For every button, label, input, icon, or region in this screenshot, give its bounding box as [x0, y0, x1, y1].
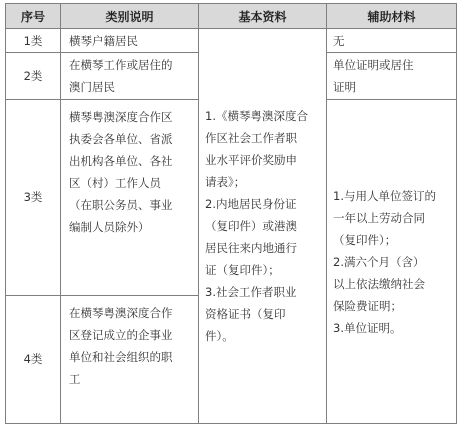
basic-line-6: （复印件）或港澳 [205, 219, 297, 233]
basic-line-7: 居民往来内地通行 [205, 241, 297, 255]
basic-line-10: 资格证书（复印 [205, 307, 286, 321]
header-category: 类别说明 [61, 4, 199, 29]
row-2-seq: 2类 [6, 53, 61, 100]
row-4-seq: 4类 [6, 295, 61, 423]
row-2-category [61, 53, 199, 100]
row-3-seq: 3类 [6, 100, 61, 295]
row-2-category-line-2: 澳门居民 [69, 80, 115, 95]
row-4-category [61, 295, 199, 423]
basic-line-3: 业水平评价奖励申 [205, 153, 297, 167]
row-1-seq: 1类 [6, 29, 61, 53]
basic-line-9: 3.社会工作者职业 [205, 285, 297, 299]
row-3-category-line-2: 执委会各单位、省派 [69, 132, 173, 147]
row-2-aux-line-1: 单位证明或居住 [333, 58, 414, 73]
row-3-category [61, 100, 199, 295]
aux-line-2: 一年以上劳动合同 [333, 210, 425, 225]
header-basic: 基本资料 [199, 4, 327, 29]
basic-line-11: 件）。 [205, 329, 234, 343]
aux-line-4: 2.满六个月（含） [333, 254, 425, 269]
document-table-wrapper [5, 3, 456, 424]
row-2-aux [327, 53, 457, 100]
row-1-aux [327, 29, 457, 53]
row-1-aux-line: 无 [333, 33, 345, 48]
header-aux: 辅助材料 [327, 4, 457, 29]
table-header-row [6, 4, 457, 29]
aux-line-6: 保险费证明； [333, 298, 402, 313]
basic-line-5: 2.内地居民身份证 [205, 197, 297, 211]
aux-line-5: 以上依法缴纳社会 [333, 276, 425, 291]
aux-materials-cell-3-4 [327, 100, 457, 424]
row-1-category [61, 29, 199, 53]
basic-line-4: 请表》； [205, 175, 246, 189]
row-3-category-line-1: 横琴粤澳深度合作区 [69, 110, 173, 125]
row-3-category-line-5: （在职公务员、事业 [69, 198, 173, 213]
row-4-category-line-3: 单位和社会组织的职 [69, 349, 173, 364]
basic-line-8: 证（复印件）； [205, 263, 280, 277]
row-4-category-line-1: 在横琴粤澳深度合作 [69, 305, 173, 320]
qualification-table [5, 3, 457, 424]
row-3-category-line-4: 区（村）工作人员 [69, 176, 161, 191]
basic-materials-cell [199, 29, 327, 424]
table-row-1 [6, 29, 457, 53]
row-2-aux-line-2: 证明 [333, 80, 356, 95]
row-2-category-line-1: 在横琴工作或居住的 [69, 58, 173, 73]
aux-line-3: （复印件）； [333, 232, 397, 247]
aux-line-7: 3.单位证明。 [333, 320, 402, 335]
row-1-category-line: 横琴户籍居民 [69, 33, 138, 48]
basic-line-1: 1.《横琴粤澳深度合 [205, 109, 308, 123]
row-3-category-line-6: 编制人员除外） [69, 220, 150, 235]
basic-line-2: 作区社会工作者职 [205, 131, 297, 145]
header-seq: 序号 [6, 4, 61, 29]
row-4-category-line-4: 工 [69, 371, 81, 386]
aux-line-1: 1.与用人单位签订的 [333, 188, 436, 203]
row-3-category-line-3: 出机构各单位、各社 [69, 154, 173, 169]
row-4-category-line-2: 区登记成立的企事业 [69, 327, 173, 342]
